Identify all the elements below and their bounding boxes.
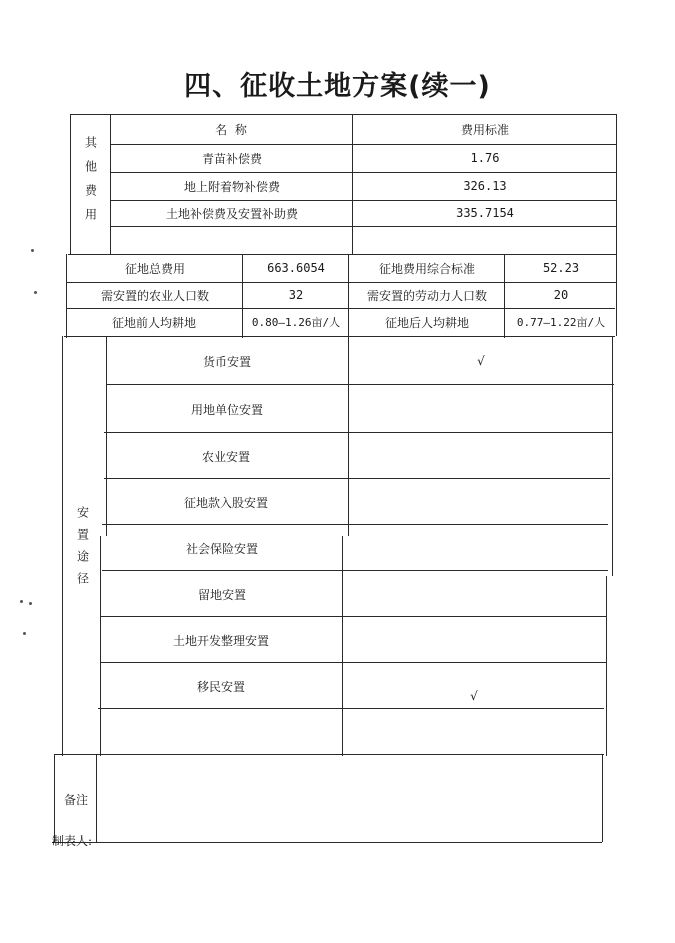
method-check: √ [470,689,478,703]
scan-speck [31,249,34,252]
method-check: √ [477,354,485,368]
method-check [344,730,604,754]
labor-population-label: 需安置的劳动力人口数 [366,288,487,303]
fee-value: 1.76 [470,151,500,165]
scan-speck [23,632,26,635]
fee-name: 土地补偿费及安置补助费 [165,206,298,221]
method-name: 移民安置 [196,679,245,694]
method-name: 社会保险安置 [185,541,258,556]
method-name: 农业安置 [201,449,250,464]
farm-population-value: 32 [288,288,304,302]
total-fee-label: 征地总费用 [124,261,185,276]
fee-name: 青苗补偿费 [201,151,262,166]
land-after-label: 征地后人均耕地 [384,315,469,330]
remarks-label: 备注 [63,792,88,807]
fee-value: 335.7154 [456,206,514,220]
method-check [344,618,606,662]
method-name: 土地开发整理安置 [172,633,269,648]
method-check [344,526,606,570]
method-name: 货币安置 [202,354,251,369]
method-check [350,480,608,524]
header-standard: 费用标准 [460,122,509,137]
farm-population-label: 需安置的农业人口数 [100,288,209,303]
total-fee-value: 663.6054 [267,261,325,275]
method-name: 用地单位安置 [190,402,263,417]
labor-population-value: 20 [553,288,569,302]
scan-speck [20,600,23,603]
scan-speck [34,291,37,294]
fee-name [112,226,352,254]
land-after-value: 0.77—1.22亩/人 [516,316,606,329]
method-name: 留地安置 [197,587,246,602]
preparer-label: 制表人: [52,834,93,848]
land-before-value: 0.80—1.26亩/人 [251,316,341,329]
other-fees-side-label: 其他费用 [83,136,98,232]
method-name [100,710,342,754]
resettlement-side-label: 安置途径 [75,506,90,594]
fee-value [354,226,616,254]
page-title: 四、征收土地方案(续一) [184,71,491,102]
fee-value: 326.13 [463,179,507,193]
land-before-label: 征地前人均耕地 [111,315,196,330]
standard-label: 征地费用综合标准 [378,261,475,276]
method-check [344,572,606,616]
standard-value: 52.23 [542,261,580,275]
fee-name: 地上附着物补偿费 [183,179,280,194]
method-name: 征地款入股安置 [183,495,268,510]
header-name: 名 称 [215,122,249,137]
method-check [350,434,610,478]
method-check [350,386,612,432]
scan-speck [29,602,32,605]
remarks-value [98,756,602,842]
